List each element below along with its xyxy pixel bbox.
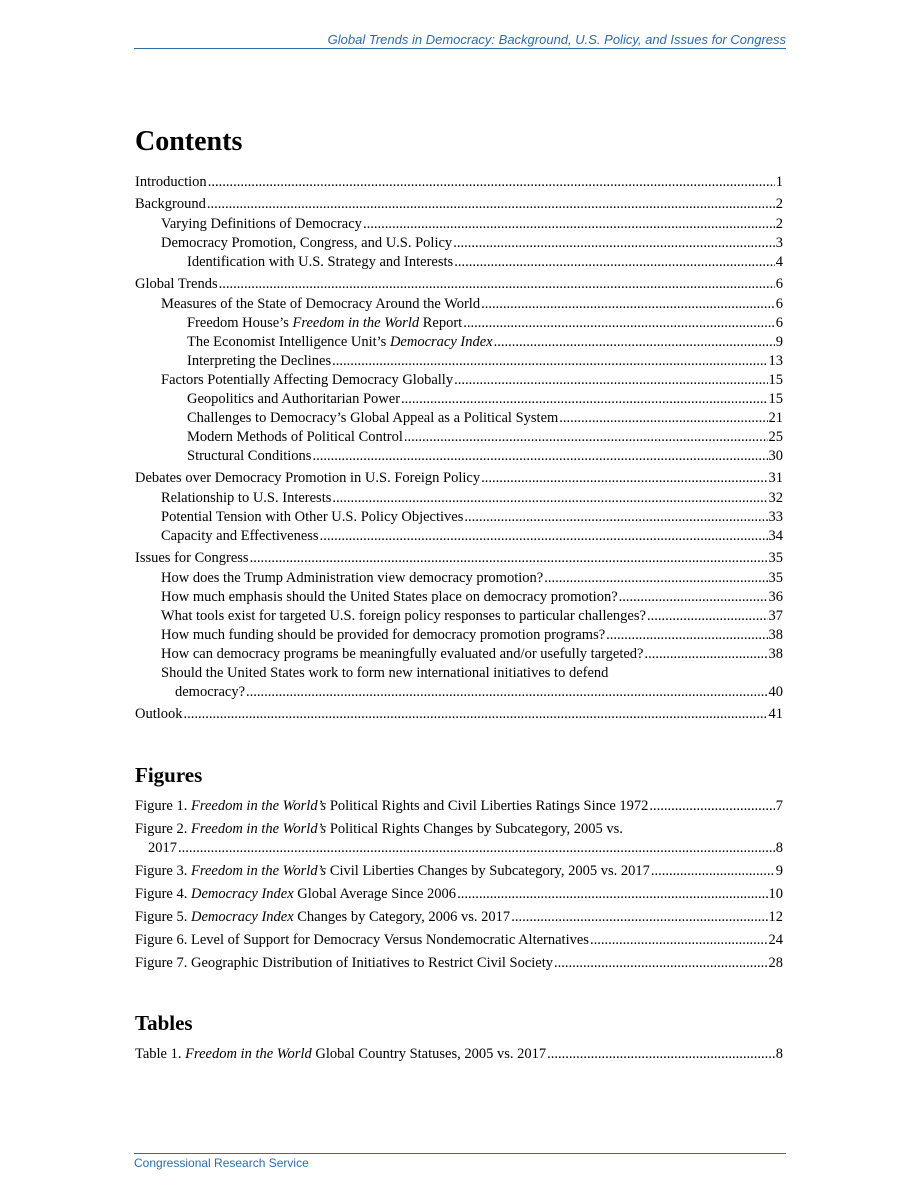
toc-entry[interactable] bbox=[135, 275, 783, 294]
dot-leader bbox=[312, 447, 767, 466]
dot-leader bbox=[219, 275, 775, 294]
figure-entry-title: Figure 5. Democracy Index Changes by Category, 2006 vs. 2017 bbox=[135, 909, 511, 925]
dot-leader bbox=[178, 839, 775, 858]
toc-entry-title: How much funding should be provided for democracy promotion programs? bbox=[161, 627, 606, 643]
toc-entry[interactable] bbox=[135, 195, 783, 214]
toc-entry-title: Democracy Promotion, Congress, and U.S. Policy bbox=[161, 235, 453, 251]
toc-entry-page: 32 bbox=[768, 490, 783, 506]
figure-entry-title: Figure 1. Freedom in the World’s Political Rights and Civil Liberties Ratings Since 1972 bbox=[135, 798, 649, 814]
toc-entry-page: 2 bbox=[775, 196, 783, 212]
figure-entry[interactable] bbox=[135, 862, 783, 881]
toc-entry[interactable] bbox=[135, 569, 783, 588]
figure-entry[interactable] bbox=[135, 908, 783, 927]
toc-entry-page: 38 bbox=[768, 627, 783, 643]
dot-leader bbox=[544, 569, 767, 588]
dot-leader bbox=[404, 428, 768, 447]
toc-entry-page: 6 bbox=[775, 296, 783, 312]
toc-entry-title: Factors Potentially Affecting Democracy Globally bbox=[161, 372, 454, 388]
figure-entry[interactable] bbox=[135, 931, 783, 950]
toc-entry-page: 38 bbox=[768, 646, 783, 662]
figure-entry-title-cont: 2017 bbox=[148, 840, 177, 856]
toc-entry-title: Modern Methods of Political Control bbox=[187, 429, 403, 445]
dot-leader bbox=[208, 173, 775, 192]
dot-leader bbox=[332, 489, 767, 508]
dot-leader bbox=[644, 645, 767, 664]
table-entry-page: 8 bbox=[775, 1046, 783, 1062]
toc-entry[interactable] bbox=[135, 664, 783, 702]
toc-entry[interactable] bbox=[135, 527, 783, 546]
toc-entry[interactable] bbox=[135, 705, 783, 724]
figure-entry-page: 10 bbox=[768, 886, 783, 902]
toc-entry-page: 15 bbox=[768, 372, 783, 388]
figure-entry[interactable] bbox=[135, 954, 783, 973]
toc-entry[interactable] bbox=[135, 295, 783, 314]
toc-entry-page: 15 bbox=[768, 391, 783, 407]
dot-leader bbox=[651, 862, 775, 881]
toc-entry-title: Should the United States work to form new international initiatives to defend bbox=[161, 665, 609, 681]
dot-leader bbox=[246, 683, 767, 702]
dot-leader bbox=[511, 908, 767, 927]
toc-entry[interactable] bbox=[135, 371, 783, 390]
toc-entry[interactable] bbox=[135, 390, 783, 409]
publication-title: Freedom in the World bbox=[292, 315, 420, 331]
figures-heading: Figures bbox=[135, 763, 203, 787]
toc-entry-page: 1 bbox=[775, 174, 783, 190]
toc-entry-page: 35 bbox=[768, 550, 783, 566]
tables-heading: Tables bbox=[135, 1011, 193, 1035]
toc-entry[interactable] bbox=[135, 626, 783, 645]
running-header: Global Trends in Democracy: Background, U.S. Policy, and Issues for Congress bbox=[134, 32, 786, 49]
toc-entry[interactable] bbox=[135, 352, 783, 371]
dot-leader bbox=[184, 705, 768, 724]
toc-entry-page: 2 bbox=[775, 216, 783, 232]
figure-entry-page: 12 bbox=[768, 909, 783, 925]
toc-entry-page: 9 bbox=[775, 334, 783, 350]
dot-leader bbox=[463, 314, 775, 333]
figure-entry-title: Figure 7. Geographic Distribution of Initiatives to Restrict Civil Society bbox=[135, 955, 554, 971]
dot-leader bbox=[590, 931, 768, 950]
publication-title: Democracy Index bbox=[389, 334, 493, 350]
toc-entry-title: Issues for Congress bbox=[135, 550, 249, 566]
toc-entry-title: Freedom House’s Freedom in the World Report bbox=[187, 315, 463, 331]
toc-entry-title: How does the Trump Administration view democracy promotion? bbox=[161, 570, 544, 586]
toc-entry-title: Relationship to U.S. Interests bbox=[161, 490, 332, 506]
figure-entry-title: Figure 6. Level of Support for Democracy Versus Nondemocratic Alternatives bbox=[135, 932, 589, 948]
figure-entry-page: 9 bbox=[775, 863, 783, 879]
toc-entry-title: Global Trends bbox=[135, 276, 218, 292]
toc-entry-title: Varying Definitions of Democracy bbox=[161, 216, 362, 232]
toc-entry[interactable] bbox=[135, 549, 783, 568]
figure-entry-title: Figure 4. Democracy Index Global Average Since 2006 bbox=[135, 886, 457, 902]
toc-entry-title: How can democracy programs be meaningfully evaluated and/or usefully targeted? bbox=[161, 646, 644, 662]
toc-entry-page: 41 bbox=[768, 706, 783, 722]
dot-leader bbox=[649, 797, 774, 816]
toc-entry-page: 30 bbox=[768, 448, 783, 464]
table-entry[interactable] bbox=[135, 1045, 783, 1064]
dot-leader bbox=[547, 1045, 775, 1064]
dot-leader bbox=[454, 371, 767, 390]
dot-leader bbox=[401, 390, 767, 409]
toc-entry-title: Background bbox=[135, 196, 206, 212]
contents-heading: Contents bbox=[135, 126, 243, 157]
toc-entry[interactable] bbox=[135, 645, 783, 664]
toc-entry[interactable] bbox=[135, 447, 783, 466]
dot-leader bbox=[363, 215, 775, 234]
dot-leader bbox=[457, 885, 767, 904]
toc-entry[interactable] bbox=[135, 508, 783, 527]
toc-entry-title: The Economist Intelligence Unit’s Democracy Index bbox=[187, 334, 493, 350]
toc-entry-title: Geopolitics and Authoritarian Power bbox=[187, 391, 401, 407]
figure-entry-page: 7 bbox=[775, 798, 783, 814]
toc-entry-page: 36 bbox=[768, 589, 783, 605]
toc-entry[interactable] bbox=[135, 489, 783, 508]
toc-entry-page: 21 bbox=[768, 410, 783, 426]
dot-leader bbox=[619, 588, 768, 607]
toc-entry-title: Structural Conditions bbox=[187, 448, 312, 464]
toc-entry-title: Debates over Democracy Promotion in U.S. Foreign Policy bbox=[135, 470, 481, 486]
dot-leader bbox=[207, 195, 775, 214]
figure-entry-title: Figure 2. Freedom in the World’s Political Rights Changes by Subcategory, 2005 vs. bbox=[135, 821, 623, 837]
toc-entry-page: 4 bbox=[775, 254, 783, 270]
toc-entry-page: 31 bbox=[768, 470, 783, 486]
dot-leader bbox=[494, 333, 775, 352]
toc-entry-page: 33 bbox=[768, 509, 783, 525]
page-footer: Congressional Research Service bbox=[134, 1153, 786, 1170]
figure-entry-title: Figure 3. Freedom in the World’s Civil Liberties Changes by Subcategory, 2005 vs. 2017 bbox=[135, 863, 650, 879]
dot-leader bbox=[453, 234, 775, 253]
dot-leader bbox=[454, 253, 775, 272]
dot-leader bbox=[332, 352, 767, 371]
dot-leader bbox=[320, 527, 768, 546]
toc-entry-page: 6 bbox=[775, 276, 783, 292]
dot-leader bbox=[554, 954, 767, 973]
figure-entry[interactable] bbox=[135, 797, 783, 816]
toc-entry[interactable] bbox=[135, 409, 783, 428]
toc-entry-title: Interpreting the Declines bbox=[187, 353, 332, 369]
toc-entry[interactable] bbox=[135, 253, 783, 272]
toc-entry[interactable] bbox=[135, 469, 783, 488]
toc-entry-title: Potential Tension with Other U.S. Policy Objectives bbox=[161, 509, 464, 525]
toc-entry[interactable] bbox=[135, 173, 783, 192]
dot-leader bbox=[481, 295, 775, 314]
figure-entry-page: 28 bbox=[768, 955, 783, 971]
toc-entry-page: 37 bbox=[768, 608, 783, 624]
dot-leader bbox=[250, 549, 768, 568]
dot-leader bbox=[559, 409, 767, 428]
toc-entry-title: How much emphasis should the United States place on democracy promotion? bbox=[161, 589, 618, 605]
toc-entry-page: 6 bbox=[775, 315, 783, 331]
toc-entry[interactable] bbox=[135, 234, 783, 253]
dot-leader bbox=[481, 469, 767, 488]
toc-entry-title: Identification with U.S. Strategy and Interests bbox=[187, 254, 454, 270]
toc-entry-title: Introduction bbox=[135, 174, 207, 190]
toc-entry-page: 34 bbox=[768, 528, 783, 544]
dot-leader bbox=[606, 626, 767, 645]
toc-entry-title: Challenges to Democracy’s Global Appeal as a Political System bbox=[187, 410, 559, 426]
toc-entry[interactable] bbox=[135, 428, 783, 447]
toc-entry[interactable] bbox=[135, 215, 783, 234]
toc-entry-page: 40 bbox=[768, 684, 783, 700]
figure-entry-page: 24 bbox=[768, 932, 783, 948]
toc-entry[interactable] bbox=[135, 333, 783, 352]
toc-entry-page: 3 bbox=[775, 235, 783, 251]
toc-entry-page: 13 bbox=[768, 353, 783, 369]
toc-entry-title: Outlook bbox=[135, 706, 183, 722]
toc-page bbox=[135, 124, 783, 1068]
toc-entry[interactable] bbox=[135, 588, 783, 607]
toc-entry-title: Capacity and Effectiveness bbox=[161, 528, 319, 544]
table-entry-title: Table 1. Freedom in the World Global Country Statuses, 2005 vs. 2017 bbox=[135, 1046, 547, 1062]
toc-entry-title-cont: democracy? bbox=[175, 684, 246, 700]
figure-entry-page: 8 bbox=[775, 840, 783, 856]
toc-entry[interactable] bbox=[135, 607, 783, 626]
figure-entry[interactable] bbox=[135, 820, 783, 858]
dot-leader bbox=[647, 607, 768, 626]
toc-entry-page: 35 bbox=[768, 570, 783, 586]
toc-entry-title: What tools exist for targeted U.S. foreign policy responses to particular challenges? bbox=[161, 608, 646, 624]
toc-entry-continuation bbox=[135, 683, 783, 702]
figure-entry[interactable] bbox=[135, 885, 783, 904]
toc-entry-title: Measures of the State of Democracy Around the World bbox=[161, 296, 481, 312]
toc-entry-page: 25 bbox=[768, 429, 783, 445]
dot-leader bbox=[464, 508, 767, 527]
figure-entry-continuation bbox=[135, 839, 783, 858]
toc-entry[interactable] bbox=[135, 314, 783, 333]
